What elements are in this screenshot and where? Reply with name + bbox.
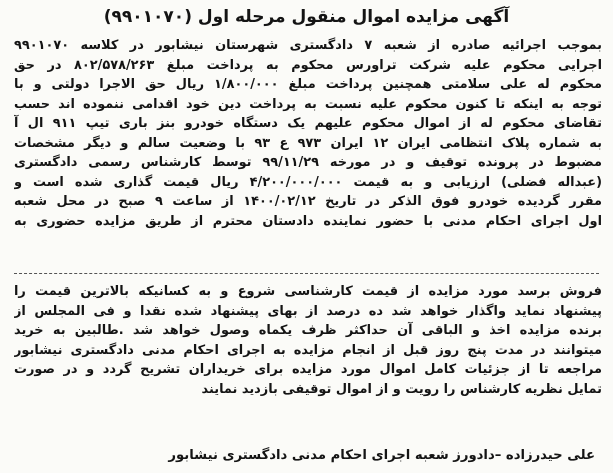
section-divider (14, 273, 599, 274)
text-line: به شماره پلاک انتظامی ایران ۱۲ ایران ۹۷۳ ع ۹۳ با وضعیت سالم و دیگر مشخصات (14, 135, 602, 151)
text-line: فروش برسد مورد مزایده از قیمت کارشناسی شروع و به کسانیکه بالاترین قیمت را (14, 284, 602, 299)
text-line: اول اجرای احکام مدنی با حضور نماینده دادستان محترم از طریق مزایده حضوری به (14, 213, 602, 229)
text-line: (عبداله فضلی) ارزیابی و به قیمت ۴/۲۰۰/۰۰۰/۰۰۰ ریال قیمت گذاری شده است و (14, 174, 602, 190)
text-line: پیشنهاد نماید واگذار خواهد شد ده درصد از بهای پیشنهاد شده نقدا و فی المجلس از (14, 303, 602, 319)
text-line: تمایل نظریه کارشناس را رویت و از اموال توقیفی بازدید نمایند (201, 381, 602, 397)
text-line: تقاضای محکوم له از اموال محکوم علیهم یک دستگاه خودرو بنز باری تیپ ۹۱۱ ال آ (14, 116, 602, 131)
notice-title: آگهی مزایده اموال منقول مرحله اول (۹۹۰۱۰۷۰) (103, 7, 510, 27)
notice-signature: علی حیدرزاده –دادورز شعبه اجرای احکام مدنی دادگستری نیشابور (168, 448, 595, 463)
text-line: مراجعه تا از جزئیات کامل اموال مورد مزایده برای خریداران تشریح گردد و در صورت (14, 362, 602, 377)
notice-paragraph-2 (14, 282, 602, 399)
text-line: اجرایی محکوم علیه شرکت تراورس محکوم به پرداخت مبلغ ۸۰۲/۵۷۸/۲۶۳ در حق (14, 57, 602, 73)
text-line: میتوانند در مدت پنج روز قبل از انجام مزایده به اجرای احکام مدنی دادگستری نیشابور (14, 342, 602, 358)
text-line: برنده مزایده اخذ و الباقی آن حداکثر ظرف یکماه وصول خواهد شد .طالبین به خرید (14, 323, 602, 338)
notice-paragraph-1 (14, 36, 602, 231)
text-line: مقرر گردیده خودرو فوق الذکر در تاریخ ۱۴۰۰/۰۲/۱۲ از ساعت ۹ صبح در محل شعبه (14, 194, 602, 209)
text-line: مضبوط در پرونده توقیف و در مورخه ۹۹/۱۱/۲۹ توسط کارشناس رسمی دادگستری (14, 155, 602, 170)
text-line: محکوم له علی سلامتی همچنین پرداخت مبلغ ۱/۸۰۰/۰۰۰ ریال حق الاجرا دولتی و با (14, 77, 602, 92)
text-line: بموجب اجرائیه صادره از شعبه ۷ دادگستری شهرستان نیشابور در کلاسه ۹۹۰۱۰۷۰ (14, 38, 602, 53)
text-line: توجه به اینکه تا کنون محکوم علیه نسبت به پرداخت دین خود اقدامی ننموده اند حسب (14, 96, 602, 112)
